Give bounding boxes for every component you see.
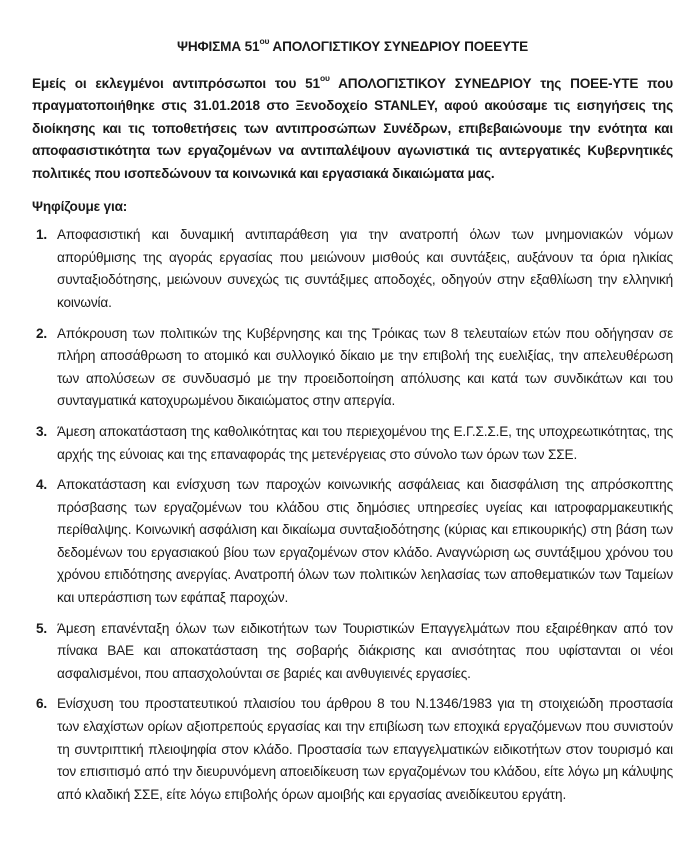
resolutions-list (32, 224, 673, 806)
item-text: Άμεση επανένταξη όλων των ειδικοτήτων των Τουριστικών Επαγγελμάτων που εξαιρέθηκαν από τον πίνακα ΒΑΕ και αποκατάσταση της σοβαρής διάκρισης και ανισότητας που υφίστανται οι νέοι ασφαλισμένοι, που απασχολούνται σε βαριές και ανθυγιεινές εργασίες. (57, 620, 673, 681)
item-text: Απόκρουση των πολιτικών της Κυβέρνησης και της Τρόικας των 8 τελευταίων ετών που οδήγησαν σε πλήρη αποσάθρωση το ατομικό και συλλογικό δίκαιο με την επιβολή της ευελιξίας, την απελευθέρωση των απολύσεων σε συνδυασμό με την προειδοποίηση απόλυσης και κατά των συνδικάτων και του συνταγματικά κατοχυρωμένου δικαιώματος στην απεργία. (57, 325, 673, 409)
item-number: 4. (36, 477, 48, 493)
vote-heading: Ψηφίζουμε για: (32, 198, 128, 214)
title-text: ΨΗΦΙΣΜΑ 51 (176, 39, 260, 54)
list-item (32, 474, 673, 610)
intro-superscript: ου (319, 73, 330, 84)
item-text: Ενίσχυση του προστατευτικού πλαισίου του άρθρου 8 του Ν.1346/1983 για τη στοιχειώδη προστασία των ελαχίστων ορίων αξιοπρεπούς εργασίας και την επιβίωση των εποχικά εργαζόμενων που συνιστούν τη συντριπτική πλειοψηφία στον κλάδο. Προστασία των επαγγελματικών ειδικοτήτων στον τουρισμό και τον επισιτισμό από την διευρυνόμενη αποειδίκευση των εργαζομένων του κλάδου, είτε λόγω μη κάλυψης από κλαδική ΣΣΕ, είτε λόγω επιβολής όρων αμοιβής και εργασίας ανειδίκευτου εργάτη. (57, 696, 673, 802)
list-item (32, 618, 673, 686)
item-text: Άμεση αποκατάσταση της καθολικότητας και του περιεχομένου της Ε.Γ.Σ.Σ.Ε, της υποχρεωτικότητας, της αρχής της εύνοιας και της επαναφοράς της μετενέργειας στο σύνολο των όρων των ΣΣΕ. (57, 423, 673, 462)
intro-text-continued: ΑΠΟΛΟΓΙΣΤΙΚΟΥ ΣΥΝΕΔΡΙΟΥ της ΠΟΕΕ-ΥΤΕ που πραγματοποιήθηκε στις 31.01.2018 στο Ξενοδοχείο STANLEY, αφού ακούσαμε τις εισηγήσεις της διοίκησης και τις τοποθετήσεις των αντιπροσώπων Συνέδρων, επιβεβαιώνουμε την ενότητα και αποφασιστικότητα των εργαζομένων να αντιπαλέψουν αγωνιστικά τις αντεργατικές Κυβερνητικές πολιτικές που ισοπεδώνουν τα κοινωνικά και εργασιακά δικαιώματα μας. (32, 75, 673, 181)
list-item (32, 323, 673, 413)
list-item (32, 224, 673, 314)
item-number: 2. (36, 325, 48, 341)
list-item (32, 421, 673, 466)
item-text: Αποφασιστική και δυναμική αντιπαράθεση για την ανατροπή όλων των μνημονιακών νόμων απορύθμισης της αγοράς εργασίας που μειώνουν μισθούς και συντάξεις, αυξάνουν τα όρια ηλικίας συνταξιοδότησης, μειώνουν συνεχώς τις συντάξιμες αποδοχές, οδηγούν στην εξαθλίωση την ελληνική κοινωνία. (57, 227, 673, 310)
item-number: 5. (36, 620, 48, 636)
item-number: 6. (36, 696, 48, 712)
list-item (32, 693, 673, 806)
intro-paragraph (32, 73, 673, 186)
document-title (32, 36, 673, 59)
item-number: 1. (36, 227, 48, 243)
intro-text: Εμείς οι εκλεγμένοι αντιπρόσωποι του 51 (32, 75, 320, 91)
item-number: 3. (36, 423, 48, 439)
item-text: Αποκατάσταση και ενίσχυση των παροχών κοινωνικής ασφάλειας και διασφάλιση της απρόσκοπτης πρόσβασης των εργαζομένων του κλάδου στις δημόσιες υπηρεσίες υγείας και ιατροφαρμακευτικής περίθαλψης. Κοινωνική ασφάλιση και δικαίωμα συνταξιοδότησης (κύριας και επικουρικής) στη βάση των δεδομένων του εργασιακού βίου των εργαζομένων στον κλάδο. Αναγνώριση ως συντάξιμου χρόνου του χρόνου επιδότησης ανεργίας. Ανατροπή όλων των πολιτικών λεηλασίας των αποθεματικών των Ταμείων και υπεράσπιση των εφάπαξ παροχών. (57, 477, 673, 606)
title-text-suffix: ΑΠΟΛΟΓΙΣΤΙΚΟΥ ΣΥΝΕΔΡΙΟΥ ΠΟΕΕΥΤΕ (269, 39, 529, 54)
title-superscript: ου (259, 36, 270, 47)
